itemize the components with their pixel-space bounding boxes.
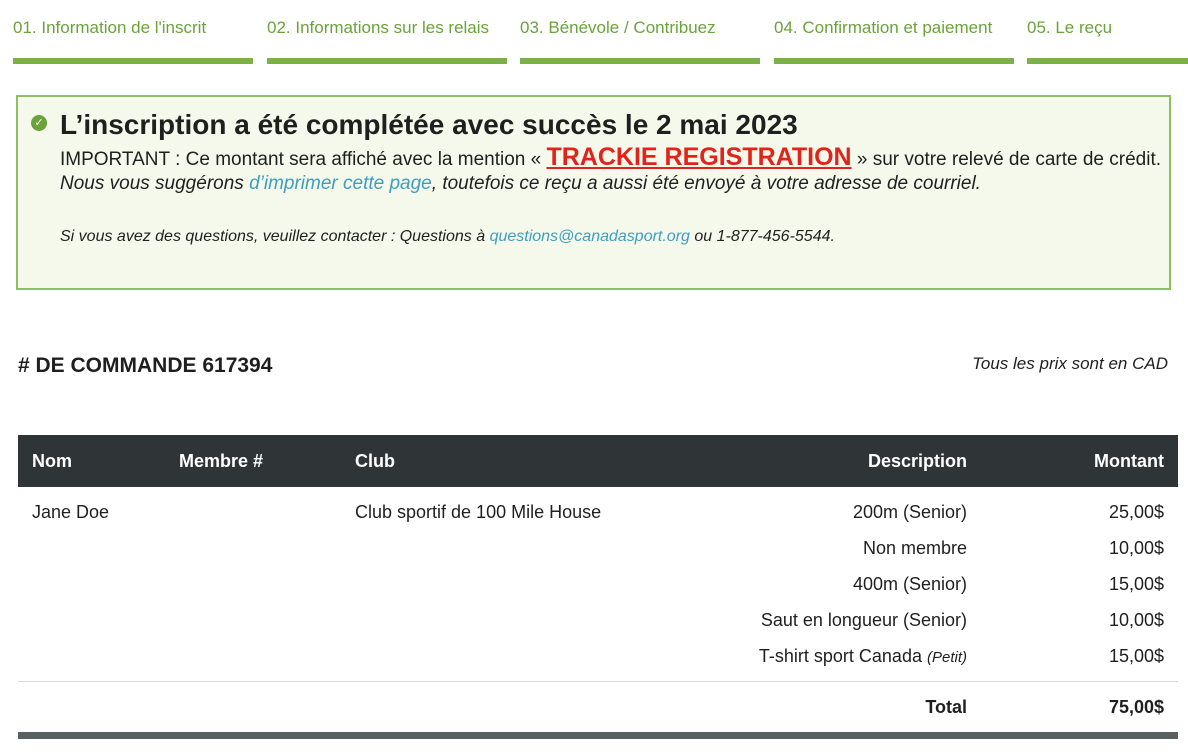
success-title: L’inscription a été complétée avec succès le 2 mai 2023: [60, 109, 798, 140]
important-suffix: » sur votre relevé de carte de crédit.: [851, 149, 1162, 170]
total-label: Total: [925, 697, 967, 717]
table-header: [18, 435, 1178, 487]
header-montant: Montant: [1094, 451, 1164, 471]
header-membre: Membre #: [179, 451, 264, 471]
contact-prefix: Si vous avez des questions, veuillez contacter : Questions à: [60, 228, 490, 245]
step-1-label: 01. Information de l'inscrit: [13, 18, 207, 37]
order-table: [18, 435, 1178, 717]
step-2-bar: [267, 58, 507, 64]
item-size-note: (Petit): [926, 649, 967, 666]
item-amount: 25,00$: [1108, 502, 1164, 522]
step-3-bar: [520, 58, 760, 64]
header-nom: Nom: [32, 451, 72, 471]
important-notice: [60, 143, 1161, 172]
print-suggestion: [60, 173, 981, 195]
step-4[interactable]: [774, 0, 1014, 64]
item-description: 400m (Senior): [852, 574, 967, 594]
header-description: Description: [867, 451, 967, 471]
step-5-label: 05. Le reçu: [1027, 18, 1113, 37]
registrant-name: Jane Doe: [32, 502, 110, 522]
item-amount: 10,00$: [1108, 538, 1164, 558]
item-description-with-note: [759, 646, 967, 667]
item-amount: 15,00$: [1108, 646, 1164, 666]
table-body: [18, 487, 1178, 683]
contact-info: [60, 228, 835, 246]
item-amount: 15,00$: [1108, 574, 1164, 594]
total-separator: [18, 681, 1178, 682]
print-page-link[interactable]: d’imprimer cette page: [249, 173, 432, 194]
step-3[interactable]: [520, 0, 760, 64]
step-2-label: 02. Informations sur les relais: [267, 18, 490, 37]
registrant-club: Club sportif de 100 Mile House: [355, 502, 602, 522]
order-number: # DE COMMANDE 617394: [18, 354, 273, 377]
total-amount: 75,00$: [1108, 697, 1164, 717]
step-3-label: 03. Bénévole / Contribuez: [520, 18, 716, 37]
item-description: Saut en longueur (Senior): [760, 610, 967, 630]
trackie-registration-mention: TRACKIE REGISTRATION: [546, 143, 852, 171]
item-description: Non membre: [862, 538, 967, 558]
step-5[interactable]: [1027, 0, 1188, 64]
item-description: T-shirt sport Canada: [758, 646, 922, 666]
step-4-label: 04. Confirmation et paiement: [774, 18, 993, 37]
currency-note: Tous les prix sont en CAD: [972, 354, 1168, 373]
step-1-bar: [13, 58, 253, 64]
print-suffix: , toutefois ce reçu a aussi été envoyé à votre adresse de courriel.: [431, 173, 981, 194]
step-4-bar: [774, 58, 1014, 64]
contact-email-link[interactable]: questions@canadasport.org: [489, 228, 690, 245]
important-prefix: IMPORTANT : Ce montant sera affiché avec la mention «: [60, 149, 547, 170]
item-description: 200m (Senior): [852, 502, 967, 522]
item-amount: 10,00$: [1108, 610, 1164, 630]
step-2[interactable]: [267, 0, 507, 64]
header-club: Club: [355, 451, 395, 471]
check-circle-icon: ✓: [31, 115, 47, 131]
contact-suffix: ou 1-877-456-5544.: [689, 228, 835, 245]
table-bottom-bar: [18, 732, 1178, 739]
step-5-bar: [1027, 58, 1188, 64]
step-1[interactable]: [13, 0, 253, 64]
progress-steps: [13, 0, 1188, 64]
print-prefix: Nous vous suggérons: [60, 173, 250, 194]
success-message-box: [16, 95, 1171, 290]
